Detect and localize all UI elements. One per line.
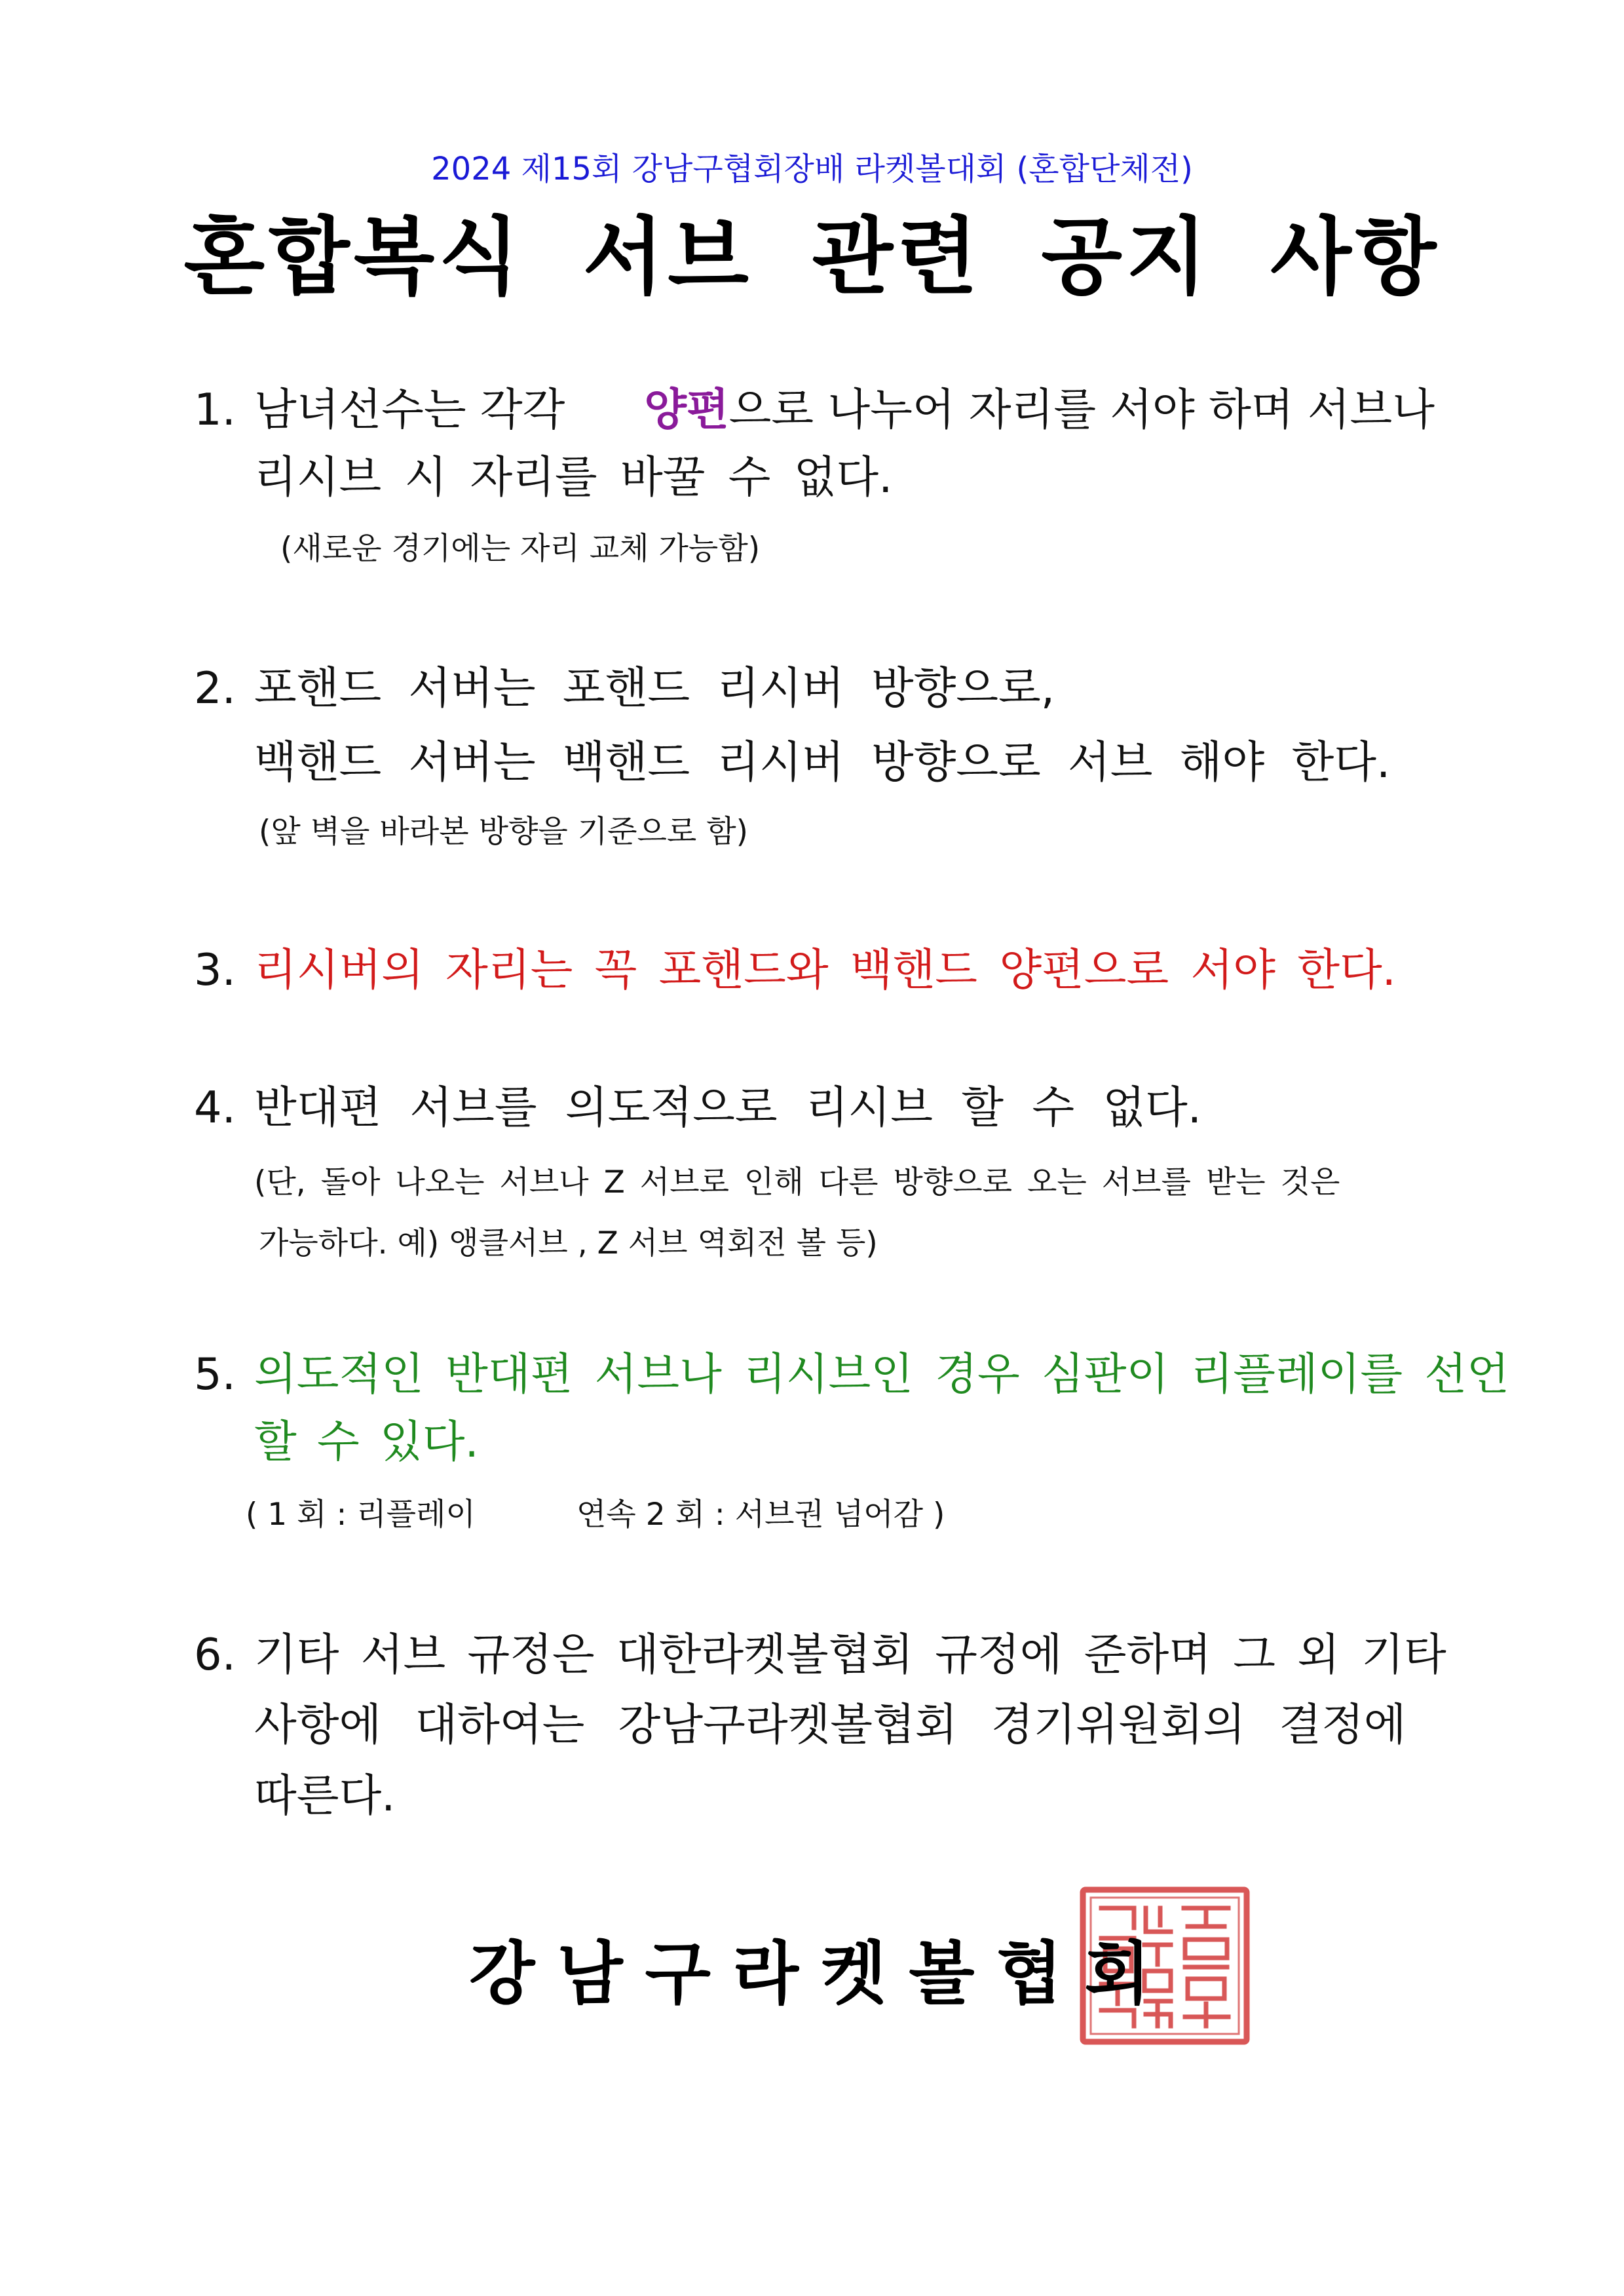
item-6-line-1: 기타 서브 규정은 대한라켓볼협회 규정에 준하며 그 외 기타 <box>254 1629 1446 1680</box>
item-4-note-1: (단, 돌아 나오는 서브나 Z 서브로 인해 다른 방향으로 오는 서브를 받는 것은 <box>254 1164 1340 1200</box>
item-5-number: 5. <box>194 1349 236 1400</box>
association-name-char: 켓 <box>820 1934 887 2014</box>
page-title: 혼합복식 서브 관련 공지 사항 <box>183 208 1441 306</box>
item-4-line-1: 반대편 서브를 의도적으로 리시브 할 수 없다. <box>254 1082 1202 1133</box>
association-name-char: 회 <box>1084 1934 1150 2014</box>
association-name-char: 라 <box>732 1934 799 2014</box>
item-2-line-1: 포핸드 서버는 포핸드 리시버 방향으로, <box>254 662 1055 714</box>
event-subtitle: 2024 제15회 강남구협회장배 라켓볼대회 (혼합단체전) <box>431 151 1193 187</box>
item-2-line-2: 백핸드 서버는 백핸드 리시버 방향으로 서브 해야 한다. <box>254 737 1391 788</box>
item-1-number: 1. <box>194 384 236 435</box>
association-name-char: 협 <box>996 1934 1063 2014</box>
item-5-note-a: ( 1 회 : 리플레이 <box>246 1497 476 1533</box>
item-3-number: 3. <box>194 944 236 995</box>
association-name-char: 구 <box>645 1934 711 2014</box>
item-2-note: (앞 벽을 바라본 방향을 기준으로 함) <box>259 814 748 850</box>
item-2-number: 2. <box>194 662 236 714</box>
item-1-line-2: 리시브 시 자리를 바꿀 수 없다. <box>254 451 893 503</box>
item-5-line-2: 할 수 있다. <box>254 1416 479 1467</box>
item-6-number: 6. <box>194 1629 236 1680</box>
item-1-note: (새로운 경기에는 자리 교체 가능함) <box>280 531 761 567</box>
item-4-number: 4. <box>194 1082 236 1133</box>
association-name <box>469 1933 1150 2014</box>
item-5-note-b: 연속 2 회 : 서브권 넘어감 ) <box>576 1497 945 1533</box>
association-name-char: 남 <box>557 1934 623 2014</box>
item-1-text-after: 으로 나누어 자리를 서야 하며 서브나 <box>728 384 1435 435</box>
item-3-line-1: 리시버의 자리는 꼭 포핸드와 백핸드 양편으로 서야 한다. <box>254 944 1396 995</box>
item-1-text-before: 남녀선수는 각각 <box>254 384 565 435</box>
item-6-line-2: 사항에 대하여는 강남구라켓볼협회 경기위원회의 결정에 <box>254 1699 1407 1750</box>
item-6-line-3: 따른다. <box>254 1770 396 1821</box>
item-1-highlight: 양편 <box>644 384 729 435</box>
item-4-note-2: 가능하다. 예) 앵클서브 , Z 서브 역회전 볼 등) <box>259 1225 878 1261</box>
item-1-line-1 <box>254 383 1435 436</box>
item-5-line-1: 의도적인 반대편 서브나 리시브인 경우 심판이 리플레이를 선언 <box>254 1349 1509 1400</box>
association-name-char: 강 <box>469 1934 535 2014</box>
association-name-char: 볼 <box>909 1934 975 2014</box>
